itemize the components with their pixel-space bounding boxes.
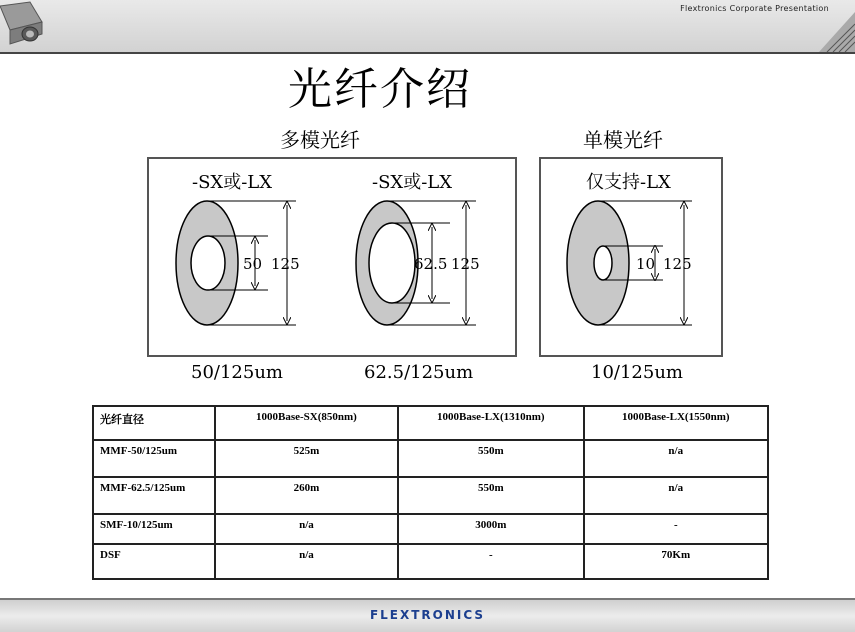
table-cell: 550m [398,477,583,514]
fiber-1-core-label: 50 [243,255,263,273]
fiber-spec-table [92,405,769,580]
table-row [93,544,768,579]
fiber-1-caption: 50/125um [191,362,283,383]
slide-footer [0,598,855,632]
table-cell: DSF [93,544,215,579]
fiber-3-cladding-label: 125 [663,255,692,273]
table-header-cell: 1000Base-SX(850nm) [215,406,398,440]
fiber-2-mode-label: -SX或-LX [372,172,453,193]
table-cell: 550m [398,440,583,477]
fiber-3-caption: 10/125um [591,362,683,383]
fiber-3-core-label: 10 [636,255,656,273]
table-cell: - [584,514,768,544]
table-row [93,477,768,514]
flextronics-logo: FLEXTRONICS [369,608,486,622]
fiber-3-mode-label: 仅支持-LX [586,172,671,193]
table-cell: n/a [215,544,398,579]
table-header-cell: 1000Base-LX(1550nm) [584,406,768,440]
fiber-2-cladding-label: 125 [451,255,480,273]
table-row [93,514,768,544]
table-cell: SMF-10/125um [93,514,215,544]
table-cell: n/a [215,514,398,544]
table-header-row [93,406,768,440]
table-cell: MMF-62.5/125um [93,477,215,514]
table-header-cell: 1000Base-LX(1310nm) [398,406,583,440]
fiber-2-core-label: 62.5 [414,255,448,273]
fiber-1-mode-label: -SX或-LX [192,172,273,193]
table-cell: - [398,544,583,579]
table-cell: 525m [215,440,398,477]
fiber-2-caption: 62.5/125um [364,362,474,383]
table-cell: 70Km [584,544,768,579]
table-cell: 3000m [398,514,583,544]
table-cell: MMF-50/125um [93,440,215,477]
table-cell: n/a [584,477,768,514]
multimode-heading: 多模光纤 [280,128,360,152]
header-subtitle: Flextronics Corporate Presentation [680,4,829,13]
slide-title: 光纤介绍 [288,64,472,115]
table-header-cell: 光纤直径 [93,406,215,440]
table-cell: n/a [584,440,768,477]
table-row [93,440,768,477]
table-cell: 260m [215,477,398,514]
fiber-1-cladding-label: 125 [271,255,300,273]
singlemode-heading: 单模光纤 [583,128,663,152]
